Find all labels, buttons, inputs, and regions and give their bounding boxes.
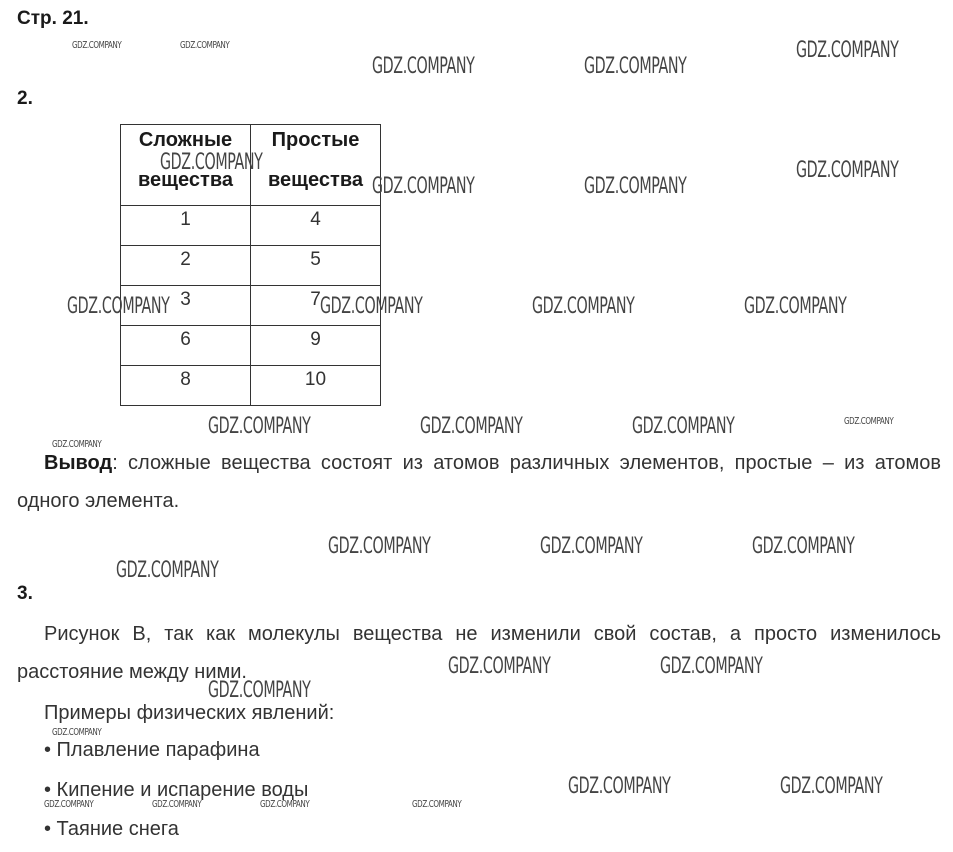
list-item: • Таяние снега [44, 818, 179, 840]
task-2-number: 2. [17, 88, 33, 109]
watermark: GDZ.COMPANY [116, 558, 219, 583]
watermark: GDZ.COMPANY [260, 799, 310, 810]
watermark: GDZ.COMPANY [67, 294, 170, 319]
watermark: GDZ.COMPANY [52, 727, 102, 738]
examples-title: Примеры физических явлений: [44, 702, 335, 724]
watermark: GDZ.COMPANY [208, 678, 311, 703]
watermark: GDZ.COMPANY [160, 150, 263, 175]
table-cell: 3 [121, 286, 251, 326]
header-line: вещества [268, 169, 363, 191]
conclusion-label: Вывод [44, 452, 113, 474]
watermark: GDZ.COMPANY [532, 294, 635, 319]
watermark: GDZ.COMPANY [44, 799, 94, 810]
list-item: • Плавление парафина [44, 739, 260, 761]
table-cell: 8 [121, 366, 251, 406]
watermark: GDZ.COMPANY [208, 414, 311, 439]
watermark: GDZ.COMPANY [320, 294, 423, 319]
table-row [121, 206, 381, 246]
header-simple-substances [251, 125, 381, 206]
watermark: GDZ.COMPANY [72, 40, 122, 51]
watermark: GDZ.COMPANY [568, 774, 671, 799]
watermark: GDZ.COMPANY [328, 534, 431, 559]
conclusion-paragraph [17, 444, 941, 520]
table-row [121, 246, 381, 286]
watermark: GDZ.COMPANY [752, 534, 855, 559]
list-item: • Кипение и испарение воды [44, 779, 309, 801]
table-cell: 2 [121, 246, 251, 286]
watermark: GDZ.COMPANY [372, 54, 475, 79]
watermark: GDZ.COMPANY [584, 54, 687, 79]
table-row [121, 366, 381, 406]
watermark: GDZ.COMPANY [844, 416, 894, 427]
table-cell: 1 [121, 206, 251, 246]
watermark: GDZ.COMPANY [796, 38, 899, 63]
header-line: Простые [271, 129, 360, 151]
watermark: GDZ.COMPANY [372, 174, 475, 199]
watermark: GDZ.COMPANY [540, 534, 643, 559]
watermark: GDZ.COMPANY [796, 158, 899, 183]
watermark: GDZ.COMPANY [632, 414, 735, 439]
watermark: GDZ.COMPANY [660, 654, 763, 679]
table-cell: 5 [251, 246, 381, 286]
task-3-answer: Рисунок В, так как молекулы вещества не изменили свой состав, а просто изменилось расстояние между ними. [17, 623, 941, 683]
watermark: GDZ.COMPANY [448, 654, 551, 679]
watermark: GDZ.COMPANY [584, 174, 687, 199]
table-cell: 7 [251, 286, 381, 326]
table-cell: 4 [251, 206, 381, 246]
table-cell: 6 [121, 326, 251, 366]
table-cell: 10 [251, 366, 381, 406]
table-row [121, 326, 381, 366]
watermark: GDZ.COMPANY [152, 799, 202, 810]
watermark: GDZ.COMPANY [412, 799, 462, 810]
watermark: GDZ.COMPANY [52, 439, 102, 450]
watermark: GDZ.COMPANY [420, 414, 523, 439]
watermark: GDZ.COMPANY [180, 40, 230, 51]
header-line: Сложные [138, 129, 233, 151]
conclusion-text: : сложные вещества состоят из атомов различных элементов, простые – из атомов одного элемента. [17, 452, 941, 512]
task-3-number: 3. [17, 583, 33, 604]
table-cell: 9 [251, 326, 381, 366]
header-line: вещества [138, 169, 233, 191]
page-title: Стр. 21. [17, 8, 89, 29]
watermark: GDZ.COMPANY [780, 774, 883, 799]
watermark: GDZ.COMPANY [744, 294, 847, 319]
